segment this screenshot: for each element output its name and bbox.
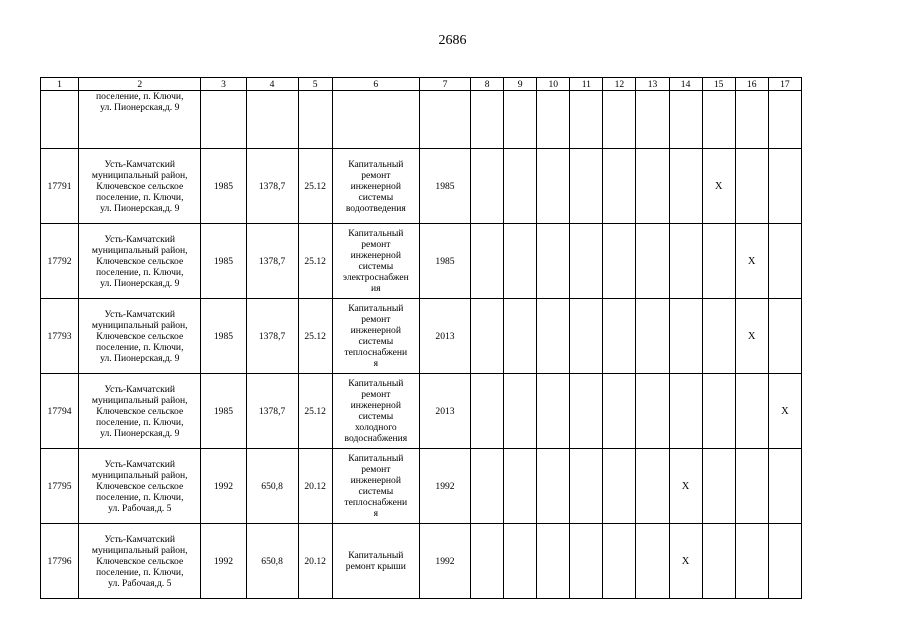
empty-cell <box>504 149 537 224</box>
empty-cell <box>504 449 537 524</box>
empty-cell <box>702 449 735 524</box>
work-type-cell: Капитальный ремонт инженерной системы электроснабжен ия <box>332 224 419 299</box>
area-cell: 650,8 <box>246 449 298 524</box>
empty-cell <box>537 149 570 224</box>
empty-cell <box>636 524 669 599</box>
empty-cell <box>332 91 419 149</box>
code-cell: 25.12 <box>298 149 332 224</box>
mark-cell: X <box>669 524 702 599</box>
empty-cell <box>471 524 504 599</box>
plan-year-cell: 2013 <box>419 374 470 449</box>
column-number-cell: 12 <box>603 78 636 91</box>
empty-cell <box>603 524 636 599</box>
column-number-cell: 2 <box>79 78 201 91</box>
empty-cell <box>603 374 636 449</box>
area-cell: 650,8 <box>246 524 298 599</box>
empty-cell <box>246 91 298 149</box>
empty-cell <box>702 299 735 374</box>
empty-cell <box>636 149 669 224</box>
empty-cell <box>603 299 636 374</box>
build-year-cell: 1985 <box>201 149 246 224</box>
empty-cell <box>201 91 246 149</box>
table-row <box>41 299 802 374</box>
mark-cell: X <box>768 374 801 449</box>
address-cell: поселение, п. Ключи, ул. Пионерская,д. 9 <box>79 91 201 149</box>
work-type-cell: Капитальный ремонт инженерной системы теплоснабжени я <box>332 299 419 374</box>
work-type-cell: Капитальный ремонт крыши <box>332 524 419 599</box>
empty-cell <box>471 149 504 224</box>
code-cell: 20.12 <box>298 449 332 524</box>
mark-cell: X <box>735 299 768 374</box>
empty-cell <box>570 374 603 449</box>
empty-cell <box>603 149 636 224</box>
plan-year-cell: 2013 <box>419 299 470 374</box>
empty-cell <box>537 449 570 524</box>
code-cell: 20.12 <box>298 524 332 599</box>
mark-cell: X <box>735 224 768 299</box>
address-cell: Усть-Камчатский муниципальный район, Ключевское сельское поселение, п. Ключи, ул. Рабочая,д. 5 <box>79 449 201 524</box>
empty-cell <box>636 91 669 149</box>
plan-year-cell: 1985 <box>419 224 470 299</box>
empty-cell <box>669 374 702 449</box>
empty-cell <box>669 224 702 299</box>
mark-cell: X <box>669 449 702 524</box>
empty-cell <box>570 91 603 149</box>
column-number-cell: 9 <box>504 78 537 91</box>
empty-cell <box>735 524 768 599</box>
record-id-cell: 17796 <box>41 524 79 599</box>
column-number-cell: 5 <box>298 78 332 91</box>
plan-year-cell: 1985 <box>419 149 470 224</box>
work-type-cell: Капитальный ремонт инженерной системы холодного водоснабжения <box>332 374 419 449</box>
empty-cell <box>603 91 636 149</box>
code-cell: 25.12 <box>298 374 332 449</box>
empty-cell <box>603 449 636 524</box>
page-number: 2686 <box>438 33 467 48</box>
work-type-cell: Капитальный ремонт инженерной системы водоотведения <box>332 149 419 224</box>
record-id-cell: 17793 <box>41 299 79 374</box>
mark-cell: X <box>702 149 735 224</box>
build-year-cell: 1992 <box>201 449 246 524</box>
column-number-cell: 16 <box>735 78 768 91</box>
empty-cell <box>735 149 768 224</box>
column-number-cell: 3 <box>201 78 246 91</box>
build-year-cell: 1985 <box>201 224 246 299</box>
empty-cell <box>603 224 636 299</box>
empty-cell <box>636 299 669 374</box>
address-cell: Усть-Камчатский муниципальный район, Ключевское сельское поселение, п. Ключи, ул. Пионерская,д. 9 <box>79 224 201 299</box>
column-number-cell: 10 <box>537 78 570 91</box>
column-number-cell: 4 <box>246 78 298 91</box>
record-id-cell: 17795 <box>41 449 79 524</box>
empty-cell <box>768 449 801 524</box>
empty-cell <box>504 224 537 299</box>
code-cell: 25.12 <box>298 224 332 299</box>
empty-cell <box>768 224 801 299</box>
empty-cell <box>702 91 735 149</box>
empty-cell <box>735 91 768 149</box>
code-cell: 25.12 <box>298 299 332 374</box>
empty-cell <box>471 449 504 524</box>
plan-year-cell: 1992 <box>419 449 470 524</box>
empty-cell <box>702 524 735 599</box>
empty-cell <box>419 91 470 149</box>
empty-cell <box>570 299 603 374</box>
column-number-cell: 6 <box>332 78 419 91</box>
empty-cell <box>636 224 669 299</box>
area-cell: 1378,7 <box>246 149 298 224</box>
empty-cell <box>570 449 603 524</box>
empty-cell <box>669 91 702 149</box>
empty-cell <box>570 224 603 299</box>
plan-year-cell: 1992 <box>419 524 470 599</box>
area-cell: 1378,7 <box>246 299 298 374</box>
table-row <box>41 224 802 299</box>
empty-cell <box>537 524 570 599</box>
empty-cell <box>702 224 735 299</box>
address-cell: Усть-Камчатский муниципальный район, Ключевское сельское поселение, п. Ключи, ул. Рабочая,д. 5 <box>79 524 201 599</box>
empty-cell <box>537 299 570 374</box>
empty-cell <box>537 91 570 149</box>
column-number-cell: 1 <box>41 78 79 91</box>
record-id-cell: 17792 <box>41 224 79 299</box>
build-year-cell: 1985 <box>201 299 246 374</box>
table-row <box>41 149 802 224</box>
empty-cell <box>537 374 570 449</box>
empty-cell <box>537 224 570 299</box>
empty-cell <box>570 149 603 224</box>
empty-cell <box>471 299 504 374</box>
column-number-cell: 15 <box>702 78 735 91</box>
empty-cell <box>570 524 603 599</box>
area-cell: 1378,7 <box>246 224 298 299</box>
record-id-cell: 17791 <box>41 149 79 224</box>
empty-cell <box>471 91 504 149</box>
register-table <box>40 77 802 599</box>
empty-cell <box>735 449 768 524</box>
address-cell: Усть-Камчатский муниципальный район, Ключевское сельское поселение, п. Ключи, ул. Пионерская,д. 9 <box>79 374 201 449</box>
record-id-cell: 17794 <box>41 374 79 449</box>
table-row <box>41 374 802 449</box>
empty-cell <box>669 299 702 374</box>
column-number-cell: 8 <box>471 78 504 91</box>
empty-cell <box>504 299 537 374</box>
area-cell: 1378,7 <box>246 374 298 449</box>
build-year-cell: 1985 <box>201 374 246 449</box>
empty-cell <box>768 91 801 149</box>
empty-cell <box>471 374 504 449</box>
column-number-row <box>41 78 802 91</box>
build-year-cell: 1992 <box>201 524 246 599</box>
column-number-cell: 14 <box>669 78 702 91</box>
empty-cell <box>768 299 801 374</box>
empty-cell <box>504 374 537 449</box>
empty-cell <box>669 149 702 224</box>
address-cell: Усть-Камчатский муниципальный район, Ключевское сельское поселение, п. Ключи, ул. Пионерская,д. 9 <box>79 149 201 224</box>
table-row <box>41 524 802 599</box>
empty-cell <box>504 524 537 599</box>
empty-cell <box>735 374 768 449</box>
empty-cell <box>471 224 504 299</box>
table-row <box>41 449 802 524</box>
empty-cell <box>768 149 801 224</box>
table-row-continuation <box>41 91 802 149</box>
column-number-cell: 11 <box>570 78 603 91</box>
column-number-cell: 13 <box>636 78 669 91</box>
column-number-cell: 7 <box>419 78 470 91</box>
empty-cell <box>702 374 735 449</box>
work-type-cell: Капитальный ремонт инженерной системы теплоснабжени я <box>332 449 419 524</box>
empty-cell <box>768 524 801 599</box>
empty-cell <box>41 91 79 149</box>
column-number-cell: 17 <box>768 78 801 91</box>
empty-cell <box>636 449 669 524</box>
empty-cell <box>298 91 332 149</box>
empty-cell <box>636 374 669 449</box>
address-cell: Усть-Камчатский муниципальный район, Ключевское сельское поселение, п. Ключи, ул. Пионерская,д. 9 <box>79 299 201 374</box>
empty-cell <box>504 91 537 149</box>
